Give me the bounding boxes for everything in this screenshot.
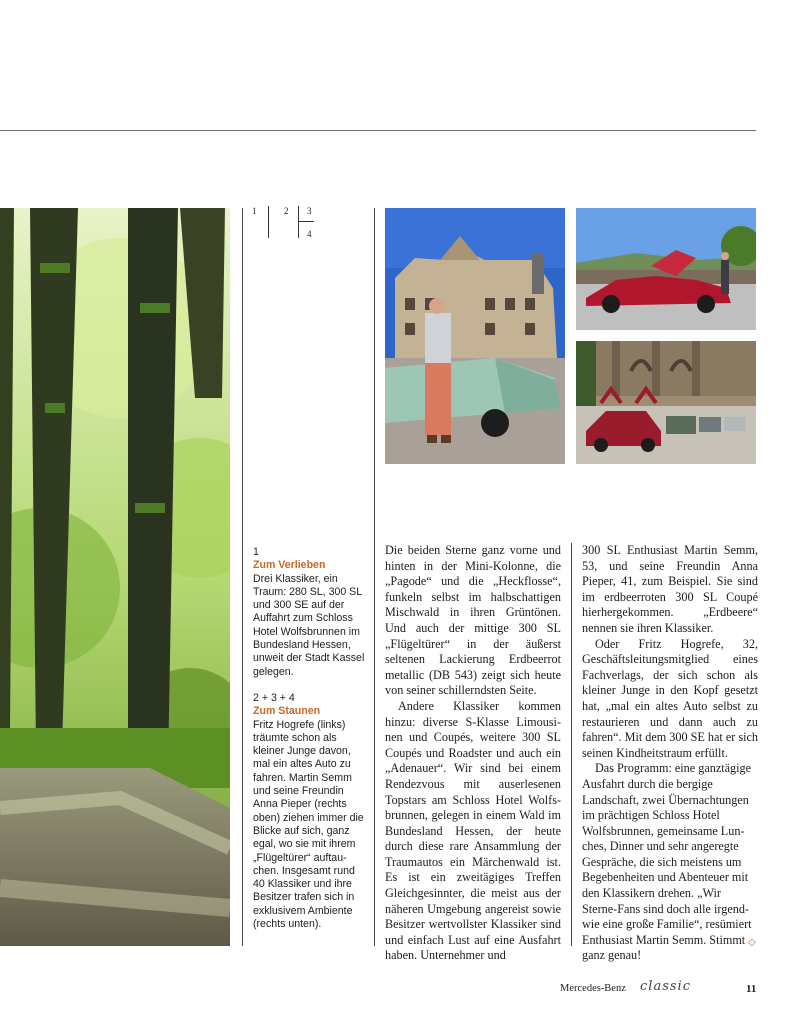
left-column-rule — [242, 208, 243, 946]
photo-layout-key — [252, 206, 318, 242]
body-paragraph: Das Programm: eine ganztägige Ausfahrt durch die bergige Landschaft, zwei Übernachtungen im prächtigen Schloss Hotel Wolfsbrunnen, gemeinsame Lunches, Dinner und sehr angeregte Gespräche, die sich meistens um Begebenheiten und Abenteuer mit den Klassikern drehen. „Wir Sterne-Fans sind doch alle irgendwie eine große Familie“, resümiert Enthusiast Martin Semm. Stimmt ganz genau! — [582, 761, 752, 963]
end-of-article-icon: ◇ — [748, 937, 756, 948]
photo-castle-man-car — [385, 208, 565, 464]
photo-cars-lineup — [576, 341, 756, 464]
photo-forest-road — [0, 208, 230, 946]
footer-brand: Mercedes-Benz — [560, 983, 626, 994]
body-paragraph: Oder Fritz Hogrefe, 32, Geschäftsleitungsmitglied eines Fachverlags, der sich schon als kleiner Junge in den Kopf gesetzt hat, „mal ein altes Auto selbst zu restaurieren und dann auch zu fahren“. Mit dem 300 SE hat er sich seinen Kindheitstraum erfüllt. — [582, 636, 758, 760]
caption-2-number: 2 + 3 + 4 — [253, 691, 295, 704]
caption-1-text: Drei Klassiker, ein Traum: 280 SL, 300 SL und 300 SE auf der Auffahrt zum Schloss Hotel Wolfsbrunnen im Bundesland Hessen, unweit der Stadt Kassel gelegen. — [253, 572, 365, 678]
key-number-1: 1 — [252, 206, 257, 216]
key-number-2: 2 — [284, 206, 289, 216]
key-number-4: 4 — [307, 229, 312, 239]
photo-captions — [253, 546, 365, 931]
text-column-rule — [571, 543, 572, 946]
caption-2-heading: Zum Staunen — [253, 705, 321, 718]
caption-1-number: 1 — [253, 546, 259, 558]
body-paragraph: 300 SL Enthusiast Martin Semm, 53, und seine Freundin Anna Pieper, 41, zum Beispiel. Sie sind im erdbeerroten 300 SL Coupé hierhergekommen. „Erdbeere“ nennen sie ihren Klassiker. — [582, 543, 758, 635]
key-number-3: 3 — [307, 206, 312, 216]
body-column-2 — [582, 543, 758, 964]
caption-2-text: Fritz Hogrefe (links) träumte schon als kleiner Junge davon, mal ein altes Auto zu fahren. Martin Semm und seine Freundin Anna Pieper (rechts oben) ziehen immer die Blicke auf sich, ganz egal, wo sie mit ihrem „Flügeltürer“ auftauchen. Insgesamt rund 40 Klassiker und ihre Besitzer trafen sich in exklusivem Ambiente (rechts unten). — [253, 718, 364, 931]
body-column-1 — [385, 543, 561, 964]
top-rule — [0, 130, 756, 131]
caption-column-rule — [374, 208, 375, 946]
body-paragraph: Andere Klassiker kommen hinzu: diverse S-Klasse Limousinen und Coupés, weitere 300 SL Coupés und Roadster und auch ein „Adenauer“. Wir sind bei einem Rendezvous mit auserlesenen Topstars am Schloss Hotel Wolfsbrunnen, gelegen in einem Wald im Bundesland Hessen, der heute durch diese rare Ansammlung der Traumautos ein Märchenwald ist. Es ist ein zweitägiges Treffen Gleichgesinnter, die meist aus der näheren Umgebung angereist sowie Besitzer wertvollster Klassiker sind und einfach Lust auf eine Ausfahrt haben. Unternehmer und — [385, 698, 561, 963]
page-number: 11 — [746, 983, 757, 995]
caption-1-heading: Zum Verlieben — [253, 559, 326, 572]
photo-red-gullwing — [576, 208, 756, 330]
body-paragraph: Die beiden Sterne ganz vorne und hinten in der Mini-Kolonne, die „Pagode“ und die „Heckflosse“, funkeln selbst im halbschattigen Mischwald in ihren Grüntönen. Und auch der mittige 300 SL „Flügeltürer“ in der äußerst seltenen Lackierung Erdbeerrot metallic (DB 543) zeigt sich heute von seiner schillerndsten Seite. — [385, 543, 561, 698]
footer-classic-logo: classic — [640, 979, 691, 994]
